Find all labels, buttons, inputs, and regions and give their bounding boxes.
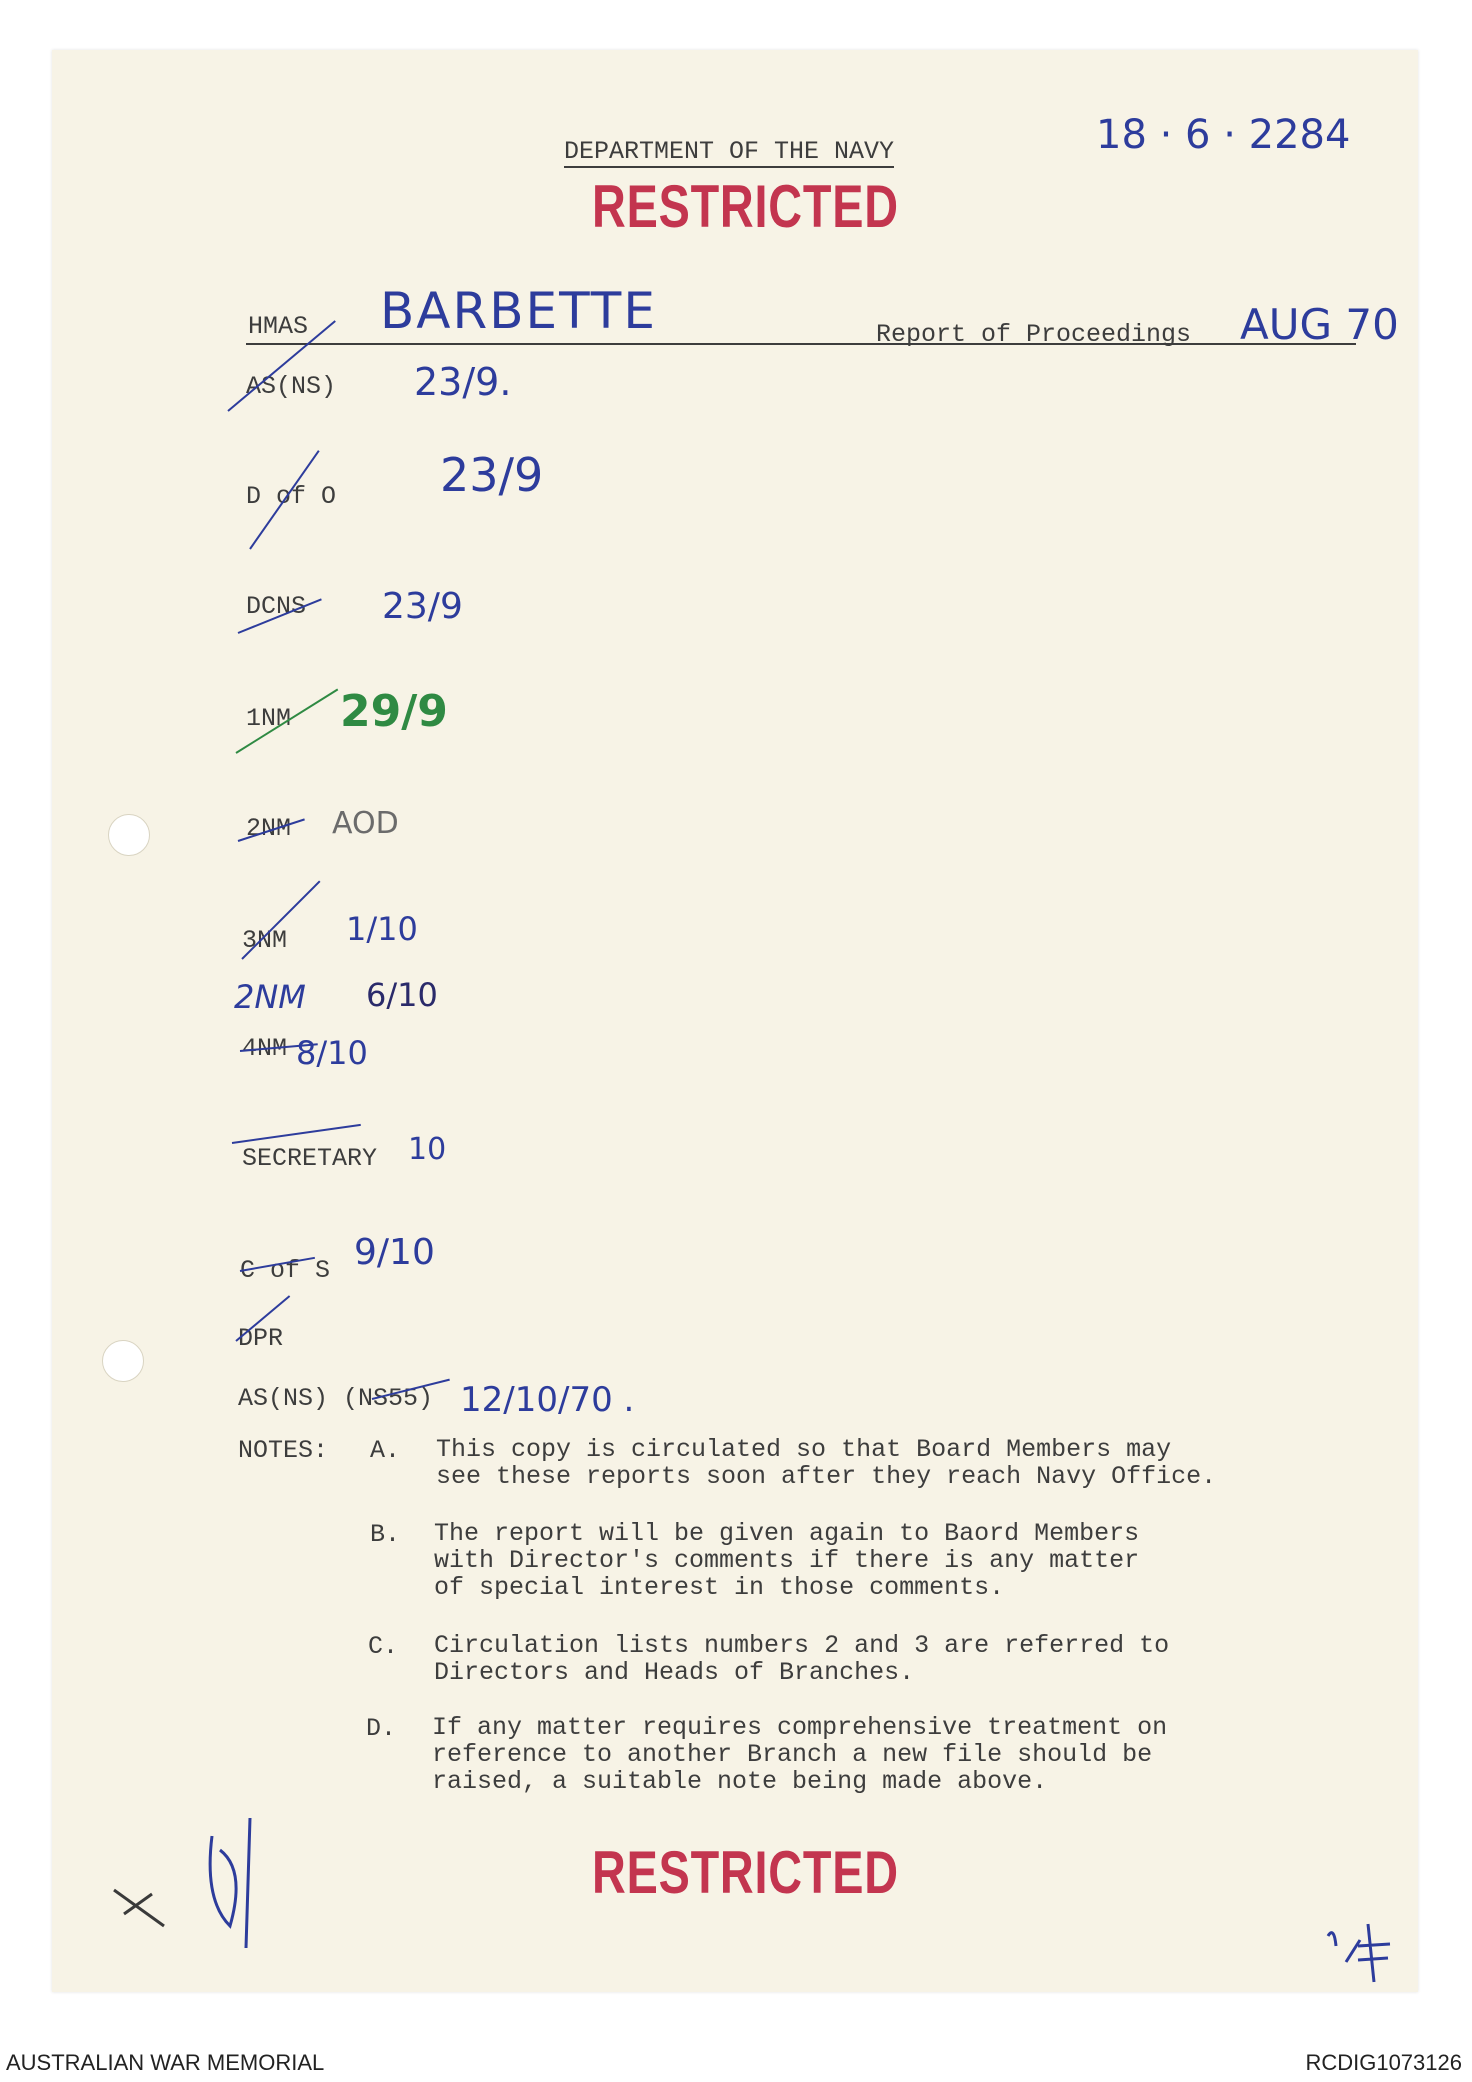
punch-hole: [102, 1340, 144, 1382]
note-letter: D.: [366, 1714, 397, 1743]
circulation-initials: 8/10: [296, 1034, 368, 1072]
circulation-label: DCNS: [246, 592, 307, 621]
note-letter: A.: [370, 1436, 401, 1465]
restricted-stamp-bottom: RESTRICTED: [592, 1839, 899, 1906]
circulation-initials: 1/10: [346, 910, 418, 948]
circulation-initials: 10: [408, 1132, 447, 1167]
punch-hole: [108, 814, 150, 856]
circulation-label: 2NM: [234, 978, 306, 1016]
circulation-label: AS(NS) (NS55): [238, 1384, 434, 1413]
note-text: Circulation lists numbers 2 and 3 are referred to Directors and Heads of Branches.: [434, 1631, 1170, 1687]
document-page: [52, 50, 1418, 1992]
signature-mark-icon: [100, 1810, 260, 1960]
report-month-handwritten: AUG 70: [1240, 300, 1399, 349]
circulation-initials: 23/9: [440, 448, 544, 502]
note-text: This copy is circulated so that Board Members may see these reports soon after they reach Navy Office.: [436, 1435, 1217, 1491]
restricted-stamp-top: RESTRICTED: [592, 173, 899, 240]
circulation-initials: 6/10: [366, 976, 438, 1014]
circulation-label: D of O: [246, 482, 337, 511]
department-heading: DEPARTMENT OF THE NAVY: [564, 137, 895, 166]
circulation-initials: 23/9.: [414, 360, 512, 404]
circulation-label: 1NM: [246, 704, 292, 733]
hmas-label: HMAS: [248, 312, 309, 341]
ship-name-handwritten: BARBETTE: [380, 282, 657, 340]
circulation-initials: 9/10: [354, 1232, 435, 1273]
notes-heading: NOTES:: [238, 1436, 329, 1465]
handwritten-file-number: 18 · 6 · 2284: [1096, 112, 1351, 158]
circulation-initials: 12/10/70 .: [460, 1380, 635, 1420]
circulation-label: 4NM: [242, 1034, 288, 1063]
folio-mark-icon: [1320, 1916, 1410, 1986]
note-letter: B.: [370, 1520, 401, 1549]
note-text: If any matter requires comprehensive treatment on reference to another Branch a new file should be raised, a suitable note being made above.: [432, 1713, 1168, 1796]
report-of-proceedings-label: Report of Proceedings: [876, 320, 1192, 349]
note-letter: C.: [368, 1632, 399, 1661]
note-text: The report will be given again to Baord Members with Director's comments if there is any matter of special interest in those comments.: [434, 1519, 1140, 1602]
circulation-label: DPR: [238, 1324, 284, 1353]
circulation-initials: AOD: [332, 806, 399, 841]
footer-item-id: RCDIG1073126: [1305, 2050, 1462, 2075]
circulation-label: AS(NS): [246, 372, 337, 401]
circulation-label: 2NM: [246, 814, 292, 843]
circulation-label: C of S: [240, 1256, 331, 1285]
circulation-label: 3NM: [242, 926, 288, 955]
footer-archive-name: AUSTRALIAN WAR MEMORIAL: [6, 2050, 325, 2075]
circulation-label: SECRETARY: [242, 1144, 378, 1173]
circulation-initials: 23/9: [382, 586, 463, 627]
circulation-initials: 29/9: [340, 686, 448, 737]
